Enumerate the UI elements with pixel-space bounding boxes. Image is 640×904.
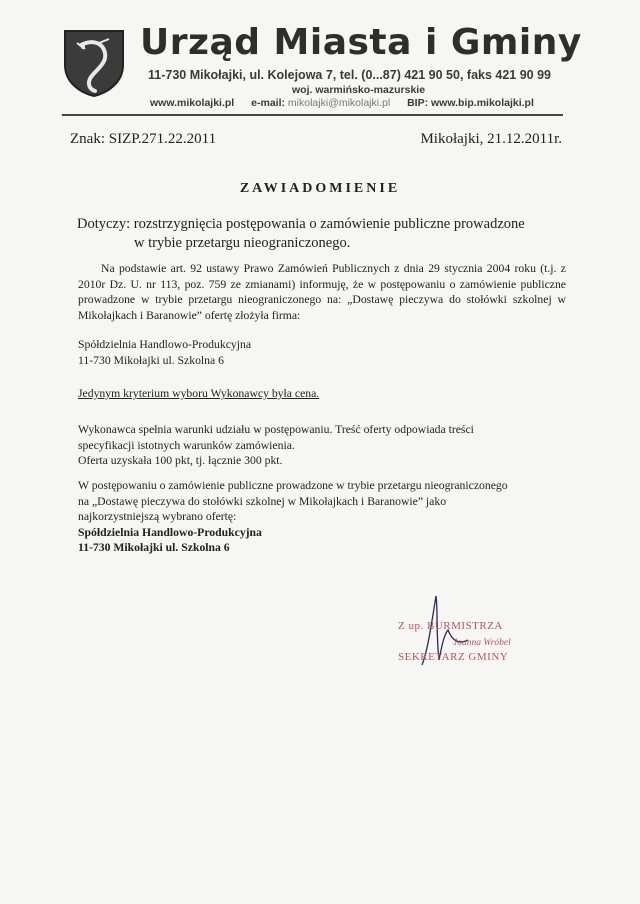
reference-number: Znak: SIZP.271.22.2011 <box>70 131 217 147</box>
result-line-1: W postępowaniu o zamówienie publiczne prowadzone w trybie przetargu nieograniczonego <box>78 479 508 492</box>
coat-of-arms-icon <box>63 29 125 97</box>
email-link[interactable]: mikolajki@mikolajki.pl <box>287 97 391 109</box>
letterhead-title: Urząd Miasta i Gminy <box>140 22 582 63</box>
letterhead-address: 11-730 Mikołajki, ul. Kolejowa 7, tel. (0...87) 421 90 50, faks 421 90 99 <box>148 68 552 82</box>
bidder-block <box>78 337 251 368</box>
letterhead-contacts <box>150 97 534 109</box>
bip-label: BIP: <box>407 97 429 109</box>
email-contact <box>251 97 393 109</box>
subject <box>77 215 577 253</box>
letterhead-voivodeship: woj. warmińsko-mazurskie <box>292 84 426 96</box>
website-link[interactable]: www.mikolajki.pl <box>150 97 235 109</box>
paragraph-intro: Na podstawie art. 92 ustawy Prawo Zamówień Publicznych z dnia 29 stycznia 2004 roku (t.j. z 2010r Dz. U. nr 113, poz. 759 ze zmianami) informuję, że w postępowaniu o zamówienie publiczne prowadzone w trybie przetargu nieograniczonego na: „Dostawę pieczywa do stołówki szkolnej w Mikołajkach i Baranowie” ofertę złożyła firma: <box>78 262 566 322</box>
paragraph-result <box>78 478 566 556</box>
winner-address: 11-730 Mikołajki ul. Szkolna 6 <box>78 541 230 554</box>
evaluation-line-2: specyfikacji istotnych warunków zamówienia. <box>78 438 295 452</box>
bip-link[interactable]: www.bip.mikolajki.pl <box>431 97 534 109</box>
document-heading: ZAWIADOMIENIE <box>239 181 401 196</box>
email-label: e-mail: <box>251 97 285 109</box>
bidder-address: 11-730 Mikołajki ul. Szkolna 6 <box>78 353 224 367</box>
stamp-line-1: Z up. BURMISTRZA <box>398 620 503 632</box>
bidder-name: Spółdzielnia Handlowo-Produkcyjna <box>78 338 252 351</box>
stamp-line-2: Joanna Wróbel <box>453 638 511 648</box>
place-date: Mikołajki, 21.12.2011r. <box>420 131 562 147</box>
winner-name: Spółdzielnia Handlowo-Produkcyjna <box>78 525 262 539</box>
selection-criterion: Jedynym kryterium wyboru Wykonawcy była cena. <box>78 387 320 400</box>
letterhead-divider <box>62 114 563 116</box>
bip-contact <box>407 97 534 109</box>
subject-line-1: Dotyczy: rozstrzygnięcia postępowania o zamówienie publiczne prowadzone <box>77 216 525 232</box>
stamp-line-3: SEKRETARZ GMINY <box>398 651 509 663</box>
paragraph-evaluation <box>78 422 566 469</box>
evaluation-line-3: Oferta uzyskała 100 pkt, tj. łącznie 300 pkt. <box>78 454 283 467</box>
result-line-3: najkorzystniejszą wybrano ofertę: <box>78 510 237 523</box>
evaluation-line-1: Wykonawca spełnia warunki udziału w postępowaniu. Treść oferty odpowiada treści <box>78 423 474 436</box>
subject-line-2: w trybie przetargu nieograniczonego. <box>134 235 351 251</box>
result-line-2: na „Dostawę pieczywa do stołówki szkolnej w Mikołajkach i Baranowie” jako <box>78 494 447 508</box>
